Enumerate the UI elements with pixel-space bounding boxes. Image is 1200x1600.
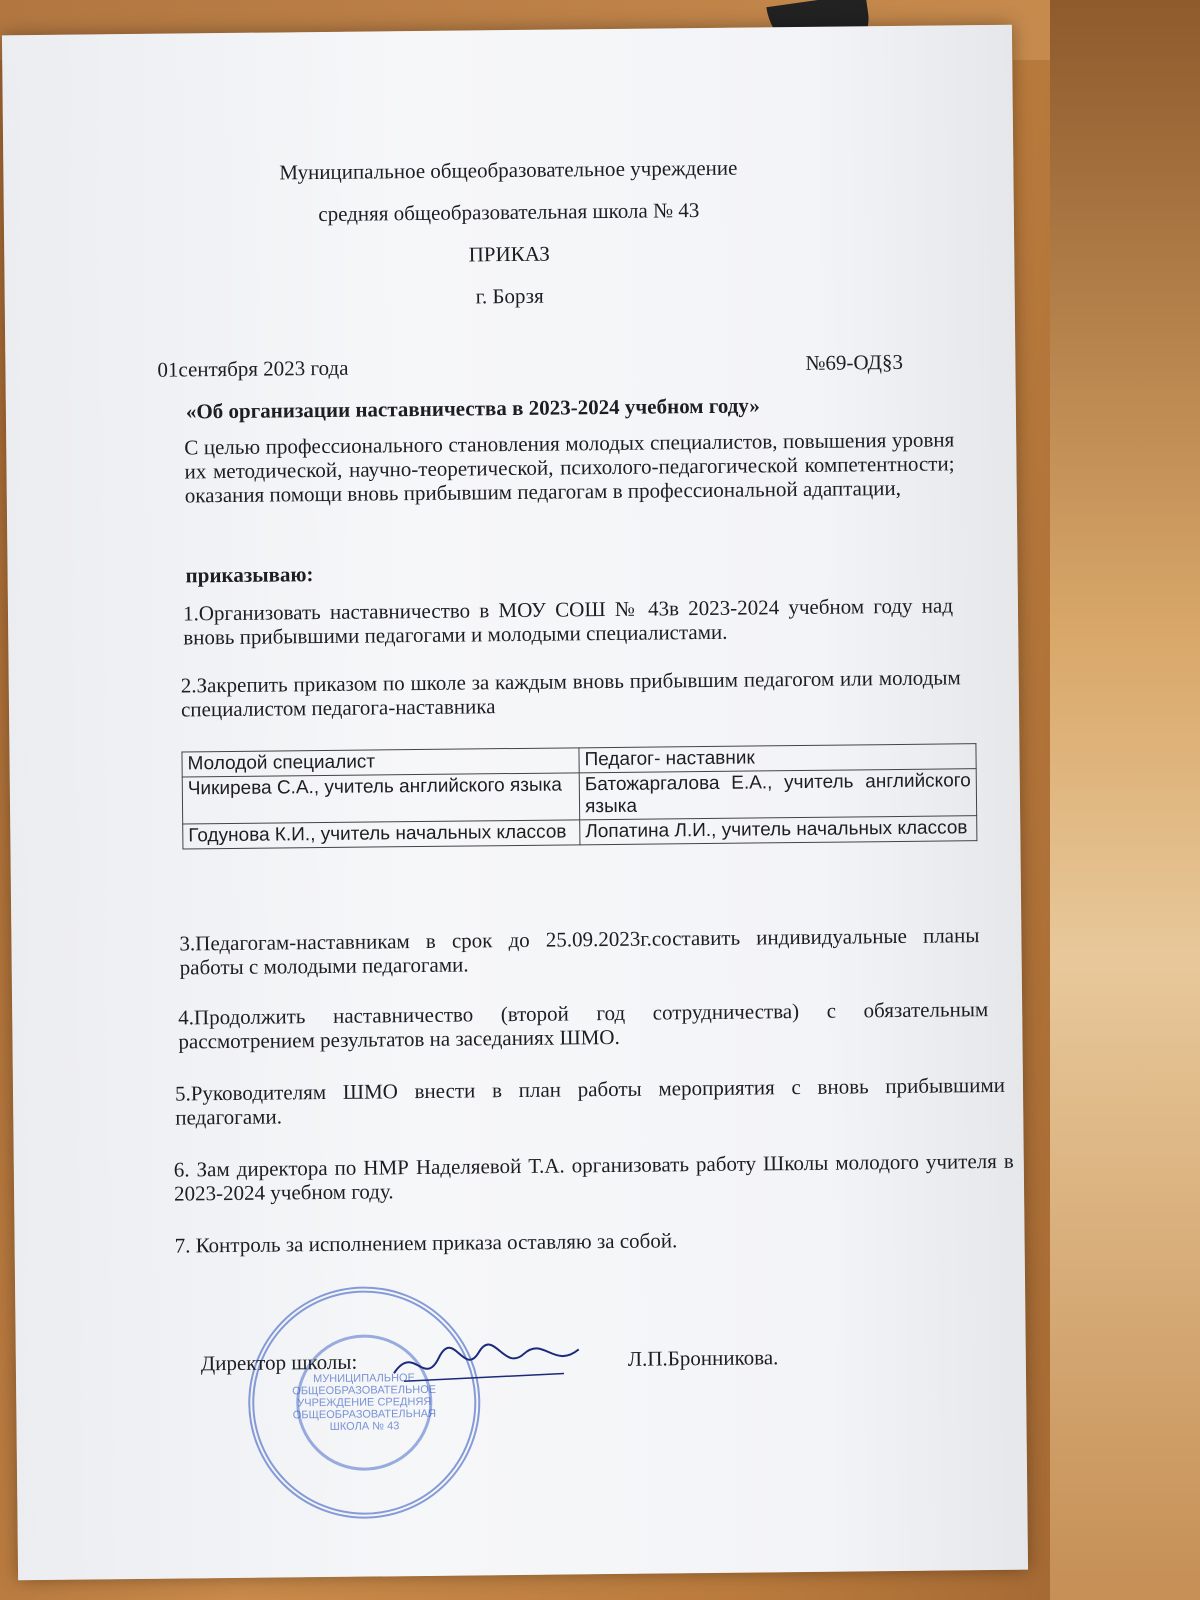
mentor-table [181, 743, 977, 849]
item-7: 7. Контроль за исполнением приказа оставляю за собой. [174, 1228, 678, 1258]
table-cell: Годунова К.И., учитель начальных классов [183, 820, 580, 849]
item-3: 3.Педагогам-наставникам в срок до 25.09.2023г.составить индивидуальные планы работы с молодыми педагогами. [179, 923, 980, 980]
preamble: С целью профессионального становления молодых специалистов, повышения уровня их методической, научно-теоретической, психолого-педагогической компетентности; оказания помощи вновь прибывшим педагогам в профессиональной адаптации, [184, 427, 955, 508]
order-date: 01сентября 2023 года [157, 355, 349, 382]
table-cell: Чикирева С.А., учитель английского языка [182, 773, 579, 824]
item-2: 2.Закрепить приказом по школе за каждым вновь прибывшим педагогом или молодым специалистом педагога-наставника [180, 665, 961, 722]
signature-position: Директор школы: [200, 1349, 358, 1376]
item-1: 1.Организовать наставничество в МОУ СОШ № 43в 2023-2024 учебном году над вновь прибывшими педагогами и молодыми специалистами. [182, 593, 954, 650]
order-word: приказываю: [185, 562, 314, 588]
school-line: средняя общеобразовательная школа № 43 [318, 198, 700, 227]
table-header-cell: Педагог- наставник [579, 744, 976, 773]
order-document [2, 25, 1028, 1580]
table-cell: Лопатина Л.И., учитель начальных классов [580, 816, 977, 845]
order-subject: «Об организации наставничества в 2023-2024 учебном году» [185, 393, 760, 424]
wooden-cabinet [1050, 0, 1200, 1600]
table-header-cell: Молодой специалист [182, 748, 579, 777]
doc-type: ПРИКАЗ [468, 241, 550, 267]
item-5: 5.Руководителям ШМО внести в план работы мероприятия с вновь прибывшими педагогами. [174, 1072, 1006, 1130]
official-seal [247, 1285, 481, 1519]
table-cell: Батожаргалова Е.А., учитель английского языка [579, 769, 976, 820]
order-number: №69-ОД§3 [805, 349, 904, 375]
city: г. Борзя [475, 283, 544, 309]
signature-name: Л.П.Бронникова. [627, 1345, 779, 1371]
item-6: 6. Зам директора по НМР Наделяевой Т.А. организовать работу Школы молодого учителя в 2023-2024 учебном году. [173, 1148, 1014, 1206]
table-row [182, 769, 976, 824]
seal-text: МУНИЦИПАЛЬНОЕ ОБЩЕОБРАЗОВАТЕЛЬНОЕ УЧРЕЖДЕНИЕ СРЕДНЯЯ ОБЩЕОБРАЗОВАТЕЛЬНАЯ ШКОЛА № 43 [292, 1372, 437, 1433]
handwritten-signature [384, 1331, 585, 1393]
item-4: 4.Продолжить наставничество (второй год сотрудничества) с обязательным рассмотрением результатов на заседаниях ШМО. [178, 997, 989, 1054]
institution-line: Муниципальное общеобразовательное учреждение [279, 155, 738, 185]
